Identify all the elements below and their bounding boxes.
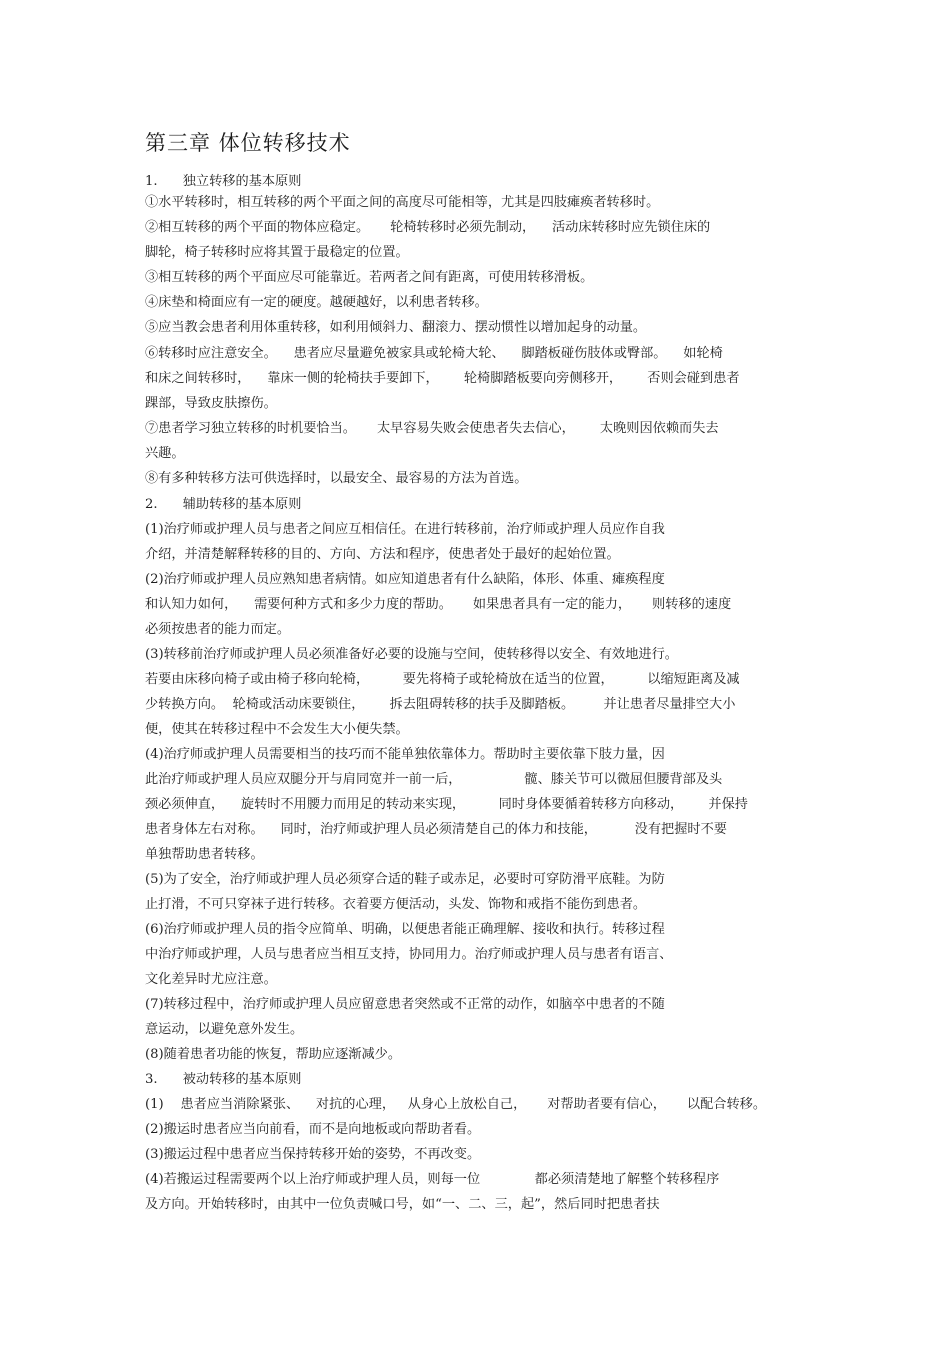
section-heading: 3. 被动转移的基本原则	[145, 1072, 302, 1087]
text-line: (4)若搬运过程需要两个以上治疗师或护理人员，则每一位 都必须清楚地了解整个转移程序	[145, 1172, 720, 1187]
text-line: ②相互转移的两个平面的物体应稳定。 轮椅转移时必须先制动， 活动床转移时应先锁住床的	[145, 220, 711, 235]
text-line: 文化差异时尤应注意。	[145, 972, 277, 987]
text-line: (8)随着患者功能的恢复，帮助应逐渐减少。	[145, 1047, 402, 1062]
text-line: (2)治疗师或护理人员应熟知患者病情。如应知道患者有什么缺陷，体形、体重、瘫痪程度	[145, 572, 665, 587]
section-heading: 1. 独立转移的基本原则	[145, 174, 302, 189]
text-line: 患者身体左右对称。 同时，治疗师或护理人员必须清楚自己的体力和技能， 没有把握时不要	[145, 822, 727, 837]
text-line: (7)转移过程中，治疗师或护理人员应留意患者突然或不正常的动作，如脑卒中患者的不随	[145, 997, 665, 1012]
text-line: 和床之间转移时， 靠床一侧的轮椅扶手要卸下， 轮椅脚踏板要向旁侧移开， 否则会碰到患者	[145, 371, 740, 386]
text-line: ④床垫和椅面应有一定的硬度。越硬越好，以利患者转移。	[145, 295, 488, 310]
text-line: ⑧有多种转移方法可供选择时，以最安全、最容易的方法为首选。	[145, 471, 528, 486]
chapter-title: 第三章 体位转移技术	[145, 131, 351, 155]
text-line: ⑤应当教会患者利用体重转移，如利用倾斜力、翻滚力、摆动惯性以增加起身的动量。	[145, 320, 647, 335]
text-line: (3)搬运过程中患者应当保持转移开始的姿势，不再改变。	[145, 1147, 481, 1162]
text-line: 和认知力如何， 需要何种方式和多少力度的帮助。 如果患者具有一定的能力， 则转移的速度	[145, 597, 732, 612]
text-line: ⑦患者学习独立转移的时机要恰当。 太早容易失败会使患者失去信心， 太晚则因依赖而失去	[145, 421, 719, 436]
text-line: (3)转移前治疗师或护理人员必须准备好必要的设施与空间，使转移得以安全、有效地进行。	[145, 647, 678, 662]
text-line: ⑥转移时应注意安全。 患者应尽量避免被家具或轮椅大轮、 脚踏板碰伤肢体或臀部。 如轮椅	[145, 346, 723, 361]
text-line: (4)治疗师或护理人员需要相当的技巧而不能单独依靠体力。帮助时主要依靠下肢力量，因	[145, 747, 665, 762]
text-line: (1) 患者应当消除紧张、 对抗的心理， 从身心上放松自己， 对帮助者要有信心， 以配合转移。	[145, 1097, 767, 1112]
text-line: 踝部，导致皮肤擦伤。	[145, 396, 277, 411]
text-line: 介绍，并清楚解释转移的目的、方向、方法和程序，使患者处于最好的起始位置。	[145, 547, 620, 562]
text-line: (6)治疗师或护理人员的指令应简单、明确，以便患者能正确理解、接收和执行。转移过程	[145, 922, 665, 937]
text-line: ③相互转移的两个平面应尽可能靠近。若两者之间有距离，可使用转移滑板。	[145, 270, 594, 285]
text-line: 若要由床移向椅子或由椅子移向轮椅， 要先将椅子或轮椅放在适当的位置， 以缩短距离及减	[145, 672, 740, 687]
text-line: 必须按患者的能力而定。	[145, 622, 291, 637]
text-line: 止打滑，不可只穿袜子进行转移。衣着要方便活动，头发、饰物和戒指不能伤到患者。	[145, 897, 647, 912]
text-line: 单独帮助患者转移。	[145, 847, 264, 862]
text-line: 意运动，以避免意外发生。	[145, 1022, 304, 1037]
text-line: 少转换方向。 轮椅或活动床要锁住， 拆去阻碍转移的扶手及脚踏板。 并让患者尽量排空大小	[145, 697, 736, 712]
section-heading: 2. 辅助转移的基本原则	[145, 497, 302, 512]
text-line: (2)搬运时患者应当向前看，而不是向地板或向帮助者看。	[145, 1122, 481, 1137]
text-line: 兴趣。	[145, 446, 185, 461]
text-line: (5)为了安全，治疗师或护理人员必须穿合适的鞋子或赤足，必要时可穿防滑平底鞋。为防	[145, 872, 665, 887]
text-line: 及方向。开始转移时，由其中一位负责喊口号，如“一、二、三，起”，然后同时把患者扶	[145, 1197, 660, 1212]
text-line: 颈必须伸直， 旋转时不用腰力而用足的转动来实现， 同时身体要循着转移方向移动， 并保持	[145, 797, 748, 812]
text-line: 中治疗师或护理，人员与患者应当相互支持，协同用力。治疗师或护理人员与患者有语言、	[145, 947, 673, 962]
text-line: 脚轮，椅子转移时应将其置于最稳定的位置。	[145, 245, 409, 260]
text-line: ①水平转移时，相互转移的两个平面之间的高度尽可能相等，尤其是四肢瘫痪者转移时。	[145, 195, 660, 210]
text-line: 此治疗师或护理人员应双腿分开与肩同宽并一前一后， 髋、膝关节可以微屈但腰背部及头	[145, 772, 723, 787]
text-line: 便，使其在转移过程中不会发生大小便失禁。	[145, 722, 409, 737]
text-line: (1)治疗师或护理人员与患者之间应互相信任。在进行转移前，治疗师或护理人员应作自我	[145, 522, 665, 537]
